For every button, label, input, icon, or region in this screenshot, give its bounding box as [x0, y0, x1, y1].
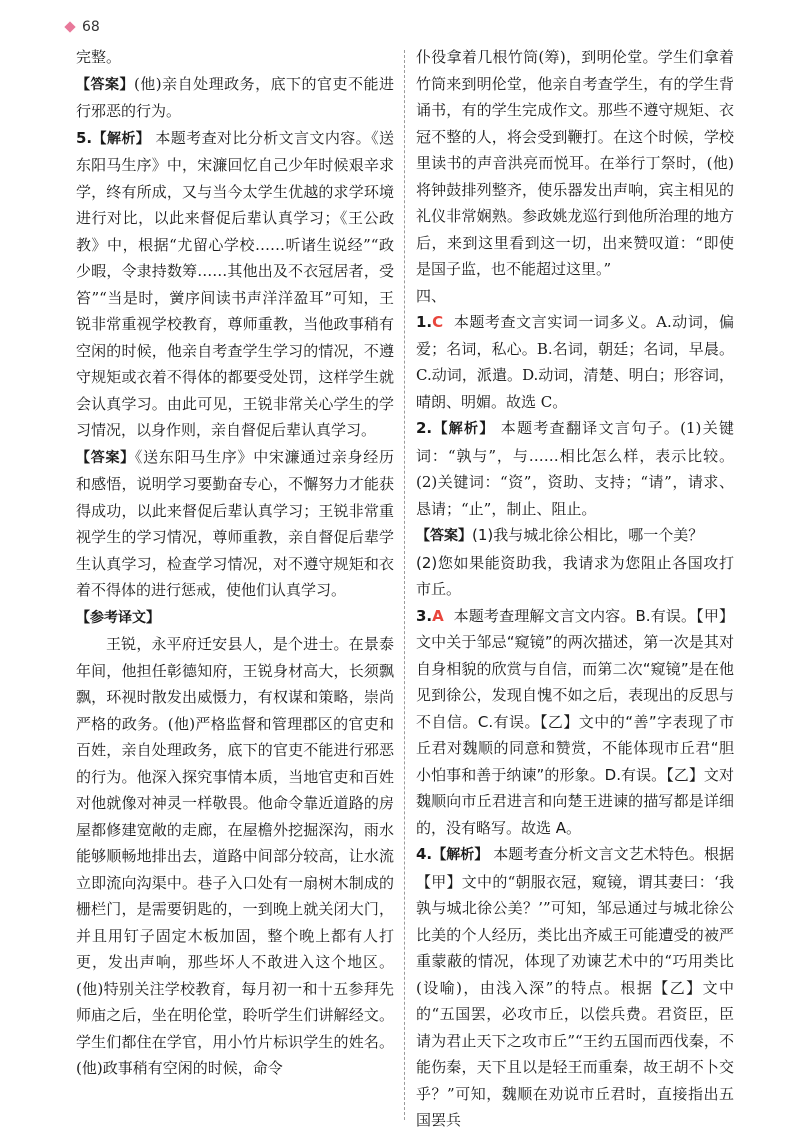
analysis-tag: 【解析】: [92, 130, 151, 147]
answer-4: 【答案】(他)亲自处理政务，底下的官吏不能进行邪恶的行为。: [76, 74, 394, 120]
question-5-answer: 【答案】《送东阳马生序》中宋濂通过亲身经历和感悟，说明学习要勤奋专心，不懈努力才能获得成功，以此来督促后辈认真学习；王锐非常重视学生的学习情况，尊师重教，亲自督促后辈学生认真学习，检查学习情况，对不遵守规矩和衣着不得体的进行惩戒，使他们认真学习。: [76, 447, 394, 599]
question-2-answer-2: (2)您如果能资助我，我请求为您阻止各国攻打市丘。: [416, 553, 734, 598]
column-divider: [404, 50, 405, 1120]
question-number: 5.: [76, 128, 93, 147]
page-number: 68: [82, 19, 100, 35]
answer-tag: 【答案】: [416, 528, 472, 544]
left-column: [76, 44, 394, 1082]
question-3: 3.A 本题考查理解文言文内容。B.有误。【甲】文中关于邹忌“窥镜”的两次描述，第一次是其对自身相貌的欣赏与自信，而第二次“窥镜”是在他见到徐公，发现自愧不如之后，表现出的反思与不自信。C.有误。【乙】文中的“善”字表现了市丘君对魏顺的同意和赞赏，不能体现市丘君“胆小怕事和善于纳谏”的形象。D.有误。【乙】文对魏顺向市丘君进言和向楚王进谏的描写都是详细的，没有略写。故选 A。: [416, 606, 734, 837]
reference-translation: 王锐，永平府迁安县人，是个进士。在景泰年间，他担任彰德知府，王锐身材高大，长须飘飘，环视时散发出威慑力，有权谋和策略，崇尚严格的政务。(他)严格监督和管理郡区的官吏和百姓，亲自处理政务，底下的官吏不能进行邪恶的行为。他深入探究事情本质，当地官吏和百姓对他就像对神灵一样敬畏。他命令靠近道路的房屋都修建宽敞的走廊，在屋檐外挖掘深沟，雨水能够顺畅地排出去，道路中间部分较高，让水流立即流向沟渠中。巷子入口处有一扇树木制成的栅栏门，是需要钥匙的，一到晚上就关闭大门，并且用钉子固定木板加固，整个晚上都有人打更，发出声响，那些坏人不敢进入这个地区。(他)特别关注学校教育，每月初一和十五参拜先师庙之后，坐在明伦堂，聆听学生们讲解经文。学生们都住在学官，用小竹片标识学生的姓名。(他)政事稍有空闲的时候，命令: [76, 635, 394, 1077]
reference-translation-tag: 【参考译文】: [76, 609, 160, 626]
question-4-analysis: 4.【解析】 本题考查分析文言文艺术特色。根据【甲】文中的“朝服衣冠，窥镜，谓其妻曰：‘我孰与城北徐公美？’”可知，邹忌通过与城北徐公比美的个人经历，类比出齐威王可能遭受的被严重蒙蔽的情况，体现了劝谏艺术中的“巧用类比(设喻)，由浅入深”的特点。根据【乙】文中的“五国罢，必攻市丘，以偿兵费。君资臣，臣请为君止天下之攻市丘”“王约五国而西伐秦，不能伤秦，天下且以是轻王而重秦，故王胡不卜交乎？”可知，魏顺在劝说市丘君时，直接指出五国罢兵: [416, 845, 734, 1129]
question-number: 4.: [416, 845, 433, 863]
answer-tag: 【答案】: [76, 449, 135, 466]
answer-tag: 【答案】: [76, 76, 134, 93]
question-number: 2.: [416, 419, 433, 437]
translation-continued: 仆役拿着几根竹筒(筹)，到明伦堂。学生们拿着竹筒来到明伦堂，他亲自考查学生，有的学生背诵书，有的学生完成作文。那些不遵守规矩、衣冠不整的人，将会受到鞭打。在这个时候，学校里读书的声音洪亮而悦耳。在举行丁祭时，(他)将钟鼓排列整齐，使乐器发出声响，宾主相见的礼仪非常娴熟。参政姚龙巡行到他所治理的地方后，来到这里看到这一切，出来赞叹道：“即使是国子监，也不能超过这里。”: [416, 48, 734, 278]
diamond-icon: [64, 21, 75, 32]
question-5-analysis: 5.【解析】 本题考查对比分析文言文内容。《送东阳马生序》中，宋濂回忆自己少年时候艰辛求学，终有所成，又与当今太学生优越的求学环境进行对比，以此来督促后辈认真学习；《王公政教》中，根据“尤留心学校……听诸生说经”“政少暇，令隶持数筹……其他出及不衣冠居者，受笞”“当是时，黉序间读书声洋洋盈耳”可知，王锐非常重视学校教育，尊师重教，当他政事稍有空闲的时候，他亲自考查学生学习的情况，不遵守规矩或衣着不得体的都要受处罚，这样学生就会认真学习。由此可见，王锐非常关心学生的学习情况，以身作则，亲自督促后辈认真学习。: [76, 128, 394, 439]
analysis-tag: 【解析】: [432, 421, 495, 437]
analysis-tag: 【解析】: [432, 847, 489, 863]
answer-letter: A: [432, 606, 444, 625]
paragraph: 完整。: [76, 48, 122, 66]
section-heading: 四、: [416, 286, 447, 305]
question-1: 1.C 本题考查文言实词一词多义。A.动词，偏爱；名词，私心。B.名词，朝廷；名词，早晨。C.动词，派遣。D.动词，清楚、明白；形容词，晴朗、明媚。故选 C。: [416, 313, 734, 411]
question-number: 1.: [416, 313, 433, 331]
answer-letter: C: [432, 313, 444, 331]
right-column: [416, 44, 734, 1134]
question-2-answer: 【答案】(1)我与城北徐公相比，哪一个美？: [416, 526, 704, 544]
question-2-analysis: 2.【解析】 本题考查翻译文言句子。(1)关键词：“孰与”，与……相比怎么样，表示比较。(2)关键词：“资”，资助、支持；“请”，请求、恳请；“止”，制止、阻止。: [416, 419, 735, 518]
question-number: 3.: [416, 606, 433, 625]
page-header: [66, 16, 100, 38]
